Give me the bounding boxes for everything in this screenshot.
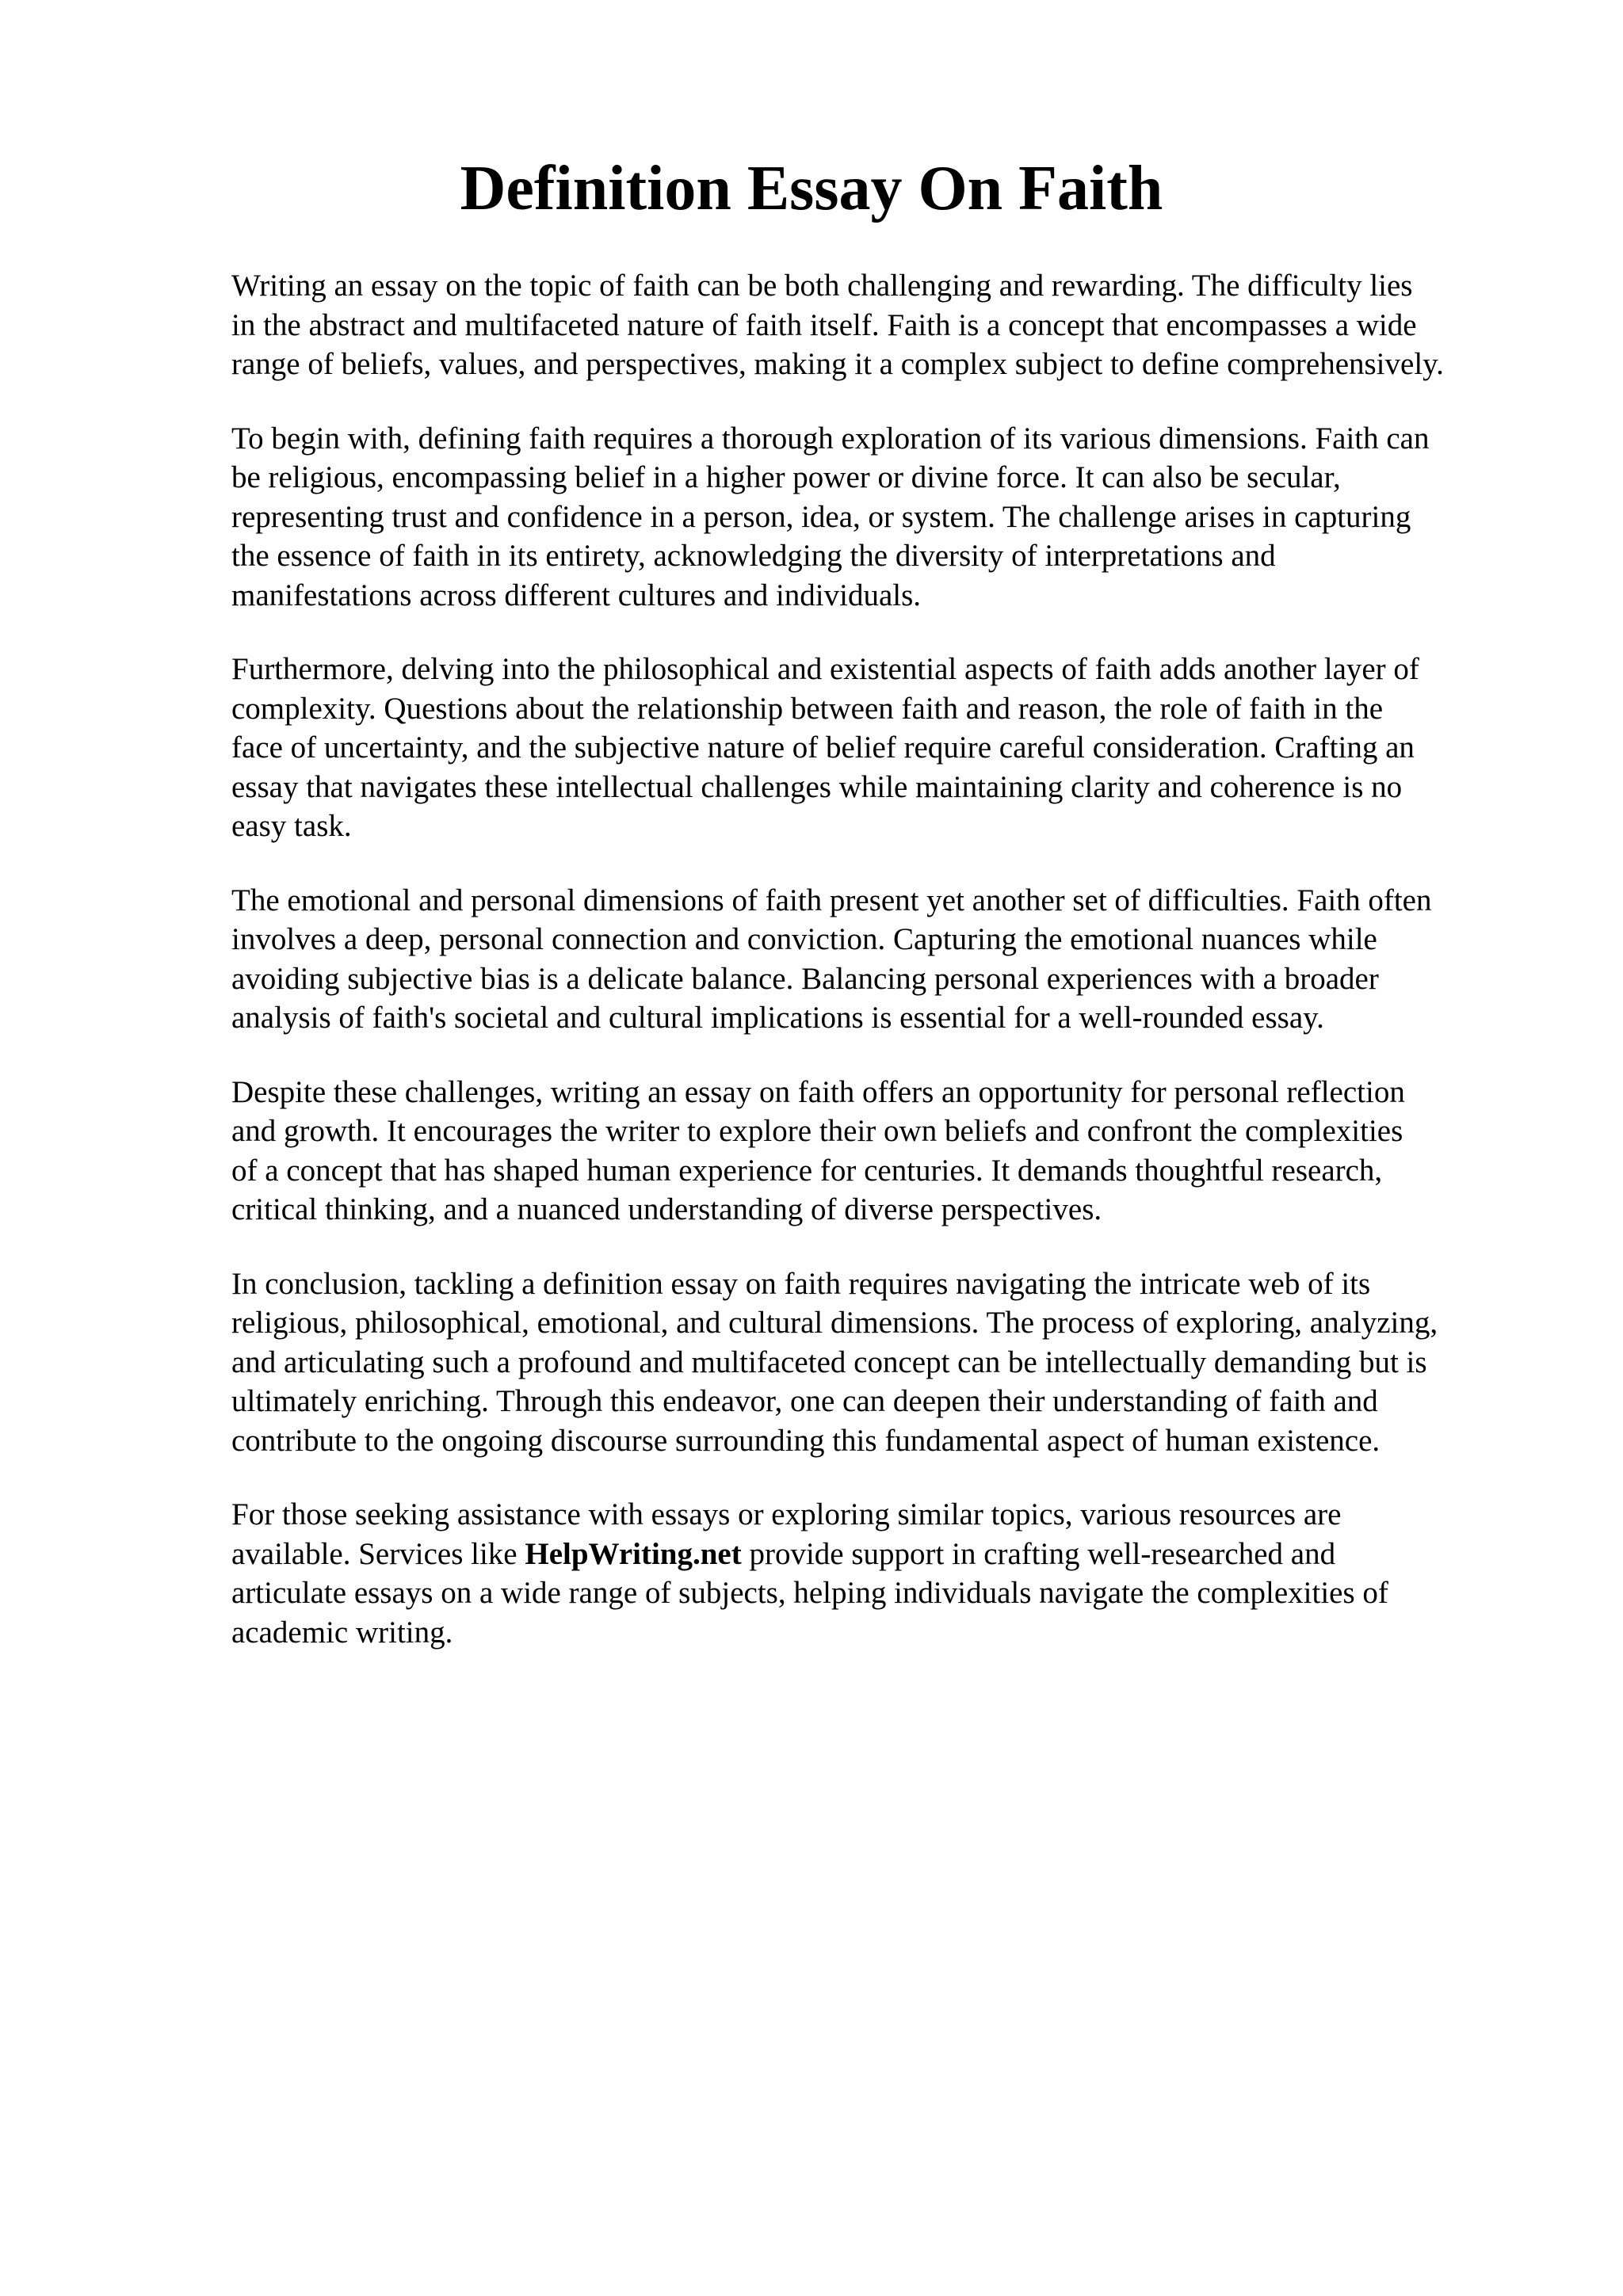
text-line: easy task. (231, 809, 352, 843)
text-line: To begin with, defining faith requires a thorough exploration of its various dimensions. Faith can (231, 421, 1430, 456)
text-line: essay that navigates these intellectual challenges while maintaining clarity and coherence is no (231, 769, 1403, 804)
text-line: range of beliefs, values, and perspectives, making it a complex subject to define comprehensively. (231, 347, 1444, 381)
paragraph-growth (231, 1073, 1531, 1230)
paragraph-conclusion (231, 1264, 1531, 1461)
text-line: ultimately enriching. Through this endeavor, one can deepen their understanding of faith and (231, 1384, 1378, 1418)
paragraph-intro (231, 266, 1531, 384)
text-line: articulate essays on a wide range of subjects, helping individuals navigate the complexities of (231, 1576, 1388, 1610)
helpwriting-brand-text: HelpWriting.net (525, 1536, 742, 1571)
text-line: be religious, encompassing belief in a higher power or divine force. It can also be secular, (231, 460, 1341, 494)
text-line: contribute to the ongoing discourse surrounding this fundamental aspect of human existence. (231, 1423, 1381, 1458)
text-fragment: available. Services like (231, 1536, 525, 1571)
paragraph-emotional (231, 881, 1531, 1038)
text-line: analysis of faith's societal and cultural implications is essential for a well-rounded essay. (231, 1001, 1324, 1035)
text-line: involves a deep, personal connection and conviction. Capturing the emotional nuances while (231, 922, 1377, 956)
text-line: complexity. Questions about the relationship between faith and reason, the role of faith in the (231, 691, 1384, 726)
text-line: The emotional and personal dimensions of faith present yet another set of difficulties. Faith often (231, 883, 1432, 917)
text-line: of a concept that has shaped human experience for centuries. It demands thoughtful research, (231, 1153, 1383, 1188)
text-line: in the abstract and multifaceted nature of faith itself. Faith is a concept that encompasses a wide (231, 307, 1417, 342)
page-title: Definition Essay On Faith (460, 154, 1163, 223)
text-line: Despite these challenges, writing an essay on faith offers an opportunity for personal reflection (231, 1074, 1405, 1109)
text-line: avoiding subjective bias is a delicate balance. Balancing personal experiences with a broader (231, 961, 1379, 996)
paragraph-resources (231, 1495, 1531, 1652)
text-line: and articulating such a profound and multifaceted concept can be intellectually demanding but is (231, 1344, 1427, 1379)
text-line (231, 1535, 1531, 1574)
text-line: face of uncertainty, and the subjective nature of belief require careful consideration. Crafting an (231, 730, 1415, 765)
text-line: critical thinking, and a nuanced understanding of diverse perspectives. (231, 1192, 1102, 1226)
text-line: manifestations across different cultures and individuals. (231, 578, 922, 612)
text-line: academic writing. (231, 1615, 453, 1650)
paragraph-dimensions (231, 419, 1531, 616)
text-line: In conclusion, tackling a definition essay on faith requires navigating the intricate web of its (231, 1266, 1371, 1301)
essay-body (231, 266, 1531, 1687)
text-line: the essence of faith in its entirety, acknowledging the diversity of interpretations and (231, 539, 1276, 573)
text-line: religious, philosophical, emotional, and cultural dimensions. The process of exploring, analyzing, (231, 1306, 1438, 1340)
paragraph-philosophical (231, 650, 1531, 846)
text-fragment: provide support in crafting well-researched and (741, 1536, 1336, 1571)
text-line: Furthermore, delving into the philosophical and existential aspects of faith adds another layer of (231, 652, 1419, 686)
text-line: and growth. It encourages the writer to explore their own beliefs and confront the complexities (231, 1114, 1403, 1148)
text-line: representing trust and confidence in a person, idea, or system. The challenge arises in capturing (231, 499, 1411, 534)
text-line: For those seeking assistance with essays or exploring similar topics, various resources are (231, 1497, 1342, 1531)
text-line: Writing an essay on the topic of faith can be both challenging and rewarding. The difficulty lies (231, 269, 1413, 303)
